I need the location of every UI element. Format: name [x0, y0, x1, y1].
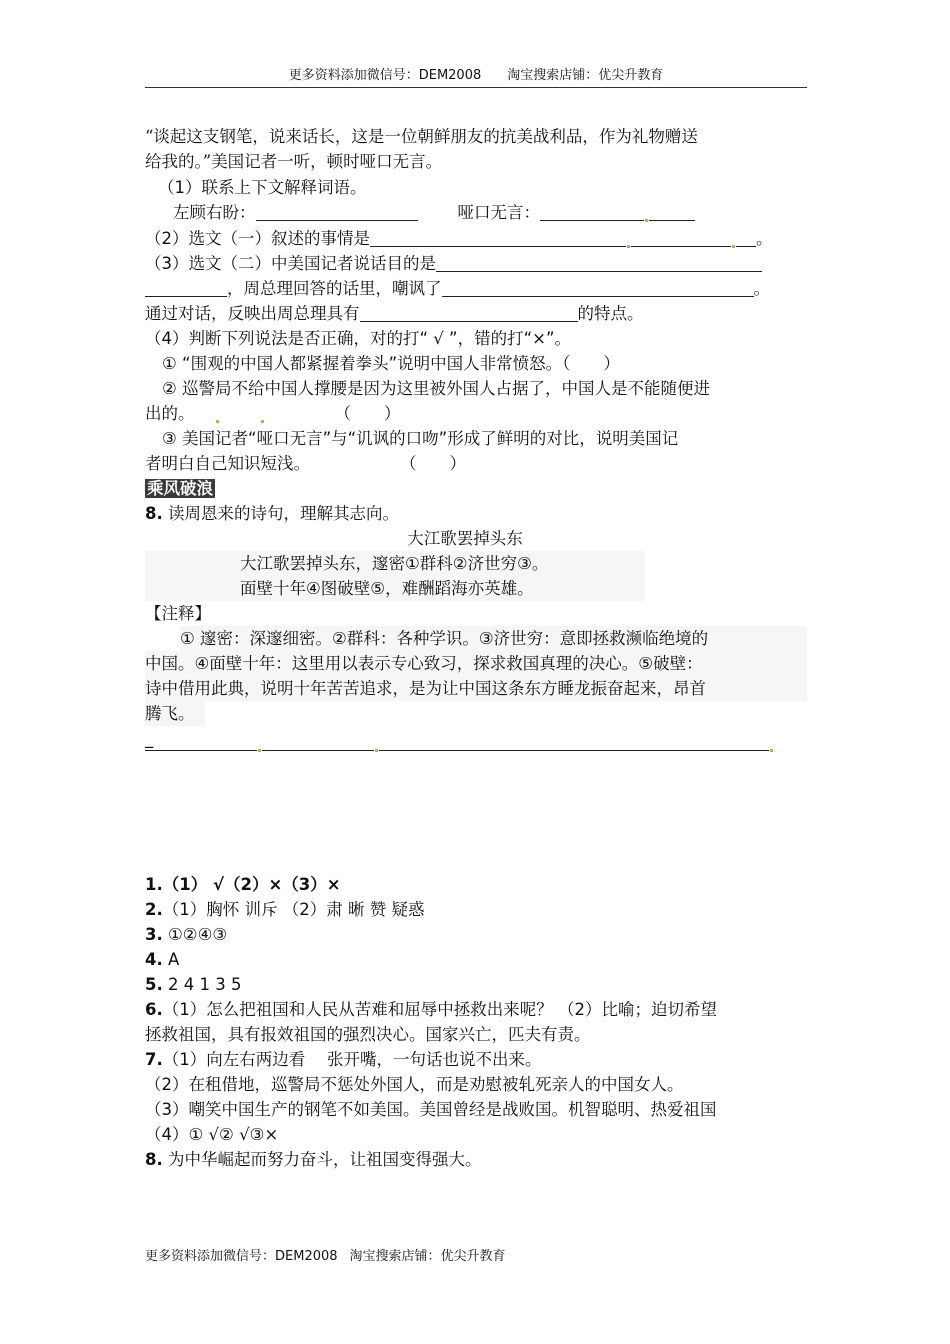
page-header	[145, 64, 807, 88]
q7-sub3-c	[145, 301, 807, 326]
q8-number: 8.	[145, 504, 163, 523]
judge-3-paren[interactable]: （ ）	[400, 454, 466, 473]
answer-7a-text: （1）向左右两边看 张开嘴，一句话也说不出来。	[162, 1050, 542, 1069]
answer-blank[interactable]	[442, 278, 754, 297]
answer-6a-text: （1）怎么把祖国和人民从苦难和屈辱中拯救出来呢？ （2）比喻；迫切希望	[162, 1000, 717, 1019]
answer-blank[interactable]	[370, 228, 626, 247]
q7-sub3-c-text: 通过对话，反映出周总理具有	[145, 304, 360, 323]
answer-blank[interactable]	[145, 732, 257, 751]
answer-blank[interactable]	[360, 303, 578, 322]
poem-line-1-text: 大江歌罢掉头东，邃密①群科②济世穷③。	[240, 554, 549, 573]
answer-blank[interactable]	[262, 732, 374, 751]
q7-sub3	[145, 251, 807, 276]
answer-8-text: 为中华崛起而努力奋斗，让祖国变得强大。	[162, 1150, 482, 1169]
q7-terms	[173, 200, 835, 225]
dot-mark	[258, 749, 261, 752]
q7-sub3-text: （3）选文（二）中美国记者说话目的是	[145, 254, 436, 273]
answer-7b: （2）在租借地，巡警局不惩处外国人，而是劝慰被轧死亲人的中国女人。	[145, 1075, 684, 1094]
q7-sub3-b-end: 。	[753, 279, 770, 298]
judge-3a: ③ 美国记者“哑口无言”与“讥讽的口吻”形成了鲜明的对比，说明美国记	[162, 429, 679, 448]
answer-5	[145, 972, 807, 997]
answer-5-text: 2 4 1 3 5	[162, 975, 242, 994]
answer-1-text: （1） √（2）×（3）×	[162, 875, 341, 894]
header-shop: 淘宝搜索店铺：优尖升教育	[507, 68, 664, 83]
answer-blank[interactable]	[540, 202, 644, 221]
answer-blank[interactable]	[436, 253, 762, 272]
q7-sub3-c-end: 的特点。	[577, 304, 644, 323]
dot-mark	[261, 420, 264, 423]
q7-sub2-end: 。	[756, 229, 773, 248]
answer-2	[145, 897, 807, 922]
dot-mark	[375, 749, 378, 752]
note-line-2: 中国。④面壁十年：这里用以表示专心致习，探求救国真理的决心。⑤破壁：	[145, 651, 807, 676]
answer-3-text: ①②④③	[162, 925, 228, 944]
passage-line-1: “谈起这支钢笔，说来话长，这是一位朝鲜朋友的抗美战利品，作为礼物赠送	[145, 127, 698, 146]
answer-3	[145, 922, 807, 947]
answer-blank[interactable]	[649, 202, 695, 221]
note-label: 【注释】	[145, 604, 211, 623]
note-line-3: 诗中借用此典，说明十年苦苦追求，是为让中国这条东方睡龙振奋起来，昂首	[145, 676, 807, 701]
answer-2-num: 2.	[145, 900, 163, 919]
answer-2-text: （1）胸怀 训斥 （2）肃 晰 赞 疑惑	[162, 900, 425, 919]
q7-sub4: （4）判断下列说法是否正确，对的打“ √ ”，错的打“×”。	[145, 329, 572, 348]
poem-line-1	[145, 551, 645, 576]
answer-6-num: 6.	[145, 1000, 163, 1019]
answer-8-num: 8.	[145, 1150, 163, 1169]
passage-line-2: 给我的。”美国记者一听，顿时哑口无言。	[145, 152, 443, 171]
section-title: 乘风破浪	[147, 479, 213, 498]
term-yakou: 哑口无言：	[457, 203, 540, 222]
answer-7d: （4）① √② √③×	[145, 1125, 279, 1144]
answer-7c: （3）嘲笑中国生产的钢笔不如美国。美国曾经是战败国。机智聪明、热爱祖国	[145, 1100, 717, 1119]
note-line-4: 腾飞。	[145, 701, 205, 726]
judge-2b-text: 出的。	[145, 404, 195, 423]
dot-mark	[732, 245, 735, 248]
judge-2-paren[interactable]: （ ）	[334, 404, 401, 423]
poem-title: 大江歌罢掉头东	[407, 529, 523, 548]
answer-5-num: 5.	[145, 975, 163, 994]
judge-3b-text: 者明白自己知识短浅。	[145, 454, 310, 473]
answer-blank[interactable]	[736, 228, 756, 247]
answer-blank[interactable]	[145, 278, 227, 297]
answer-6a	[145, 997, 807, 1022]
q8-stem	[145, 501, 807, 526]
judge-1: ① “围观的中国人都紧握着拳头”说明中国人非常愤怒。（ ）	[162, 354, 620, 373]
q7-sub3-b	[145, 276, 807, 301]
judge-2b	[145, 401, 807, 426]
answer-blank[interactable]	[256, 202, 418, 221]
poem-line-2-text: 面壁十年④图破壁⑤，难酬蹈海亦英雄。	[240, 579, 534, 598]
answer-7-num: 7.	[145, 1050, 163, 1069]
page-footer	[145, 1245, 506, 1264]
section-heading	[145, 476, 807, 501]
answer-blank[interactable]	[379, 732, 769, 751]
answer-1-num: 1.	[145, 875, 163, 894]
dot-mark	[645, 219, 648, 222]
footer-wechat: 更多资料添加微信号：DEM2008	[145, 1249, 338, 1264]
answer-4	[145, 947, 807, 972]
answer-4-text: A	[162, 950, 180, 969]
q7-sub2	[145, 226, 807, 251]
q8-answer-line	[145, 730, 807, 755]
answer-6b: 拯救祖国，具有报效祖国的强烈决心。国家兴亡，匹夫有责。	[145, 1025, 591, 1044]
answer-3-num: 3.	[145, 925, 163, 944]
term-zuogu: 左顾右盼：	[173, 203, 256, 222]
poem-line-2	[145, 576, 645, 601]
header-wechat: 更多资料添加微信号：DEM2008	[288, 68, 482, 83]
judge-3b	[145, 451, 807, 476]
q7-sub2-text: （2）选文（一）叙述的事情是	[145, 229, 370, 248]
judge-2a: ② 巡警局不给中国人撑腰是因为这里被外国人占据了，中国人是不能随便进	[162, 379, 711, 398]
answer-7a	[145, 1047, 807, 1072]
dot-mark	[770, 749, 773, 752]
q7-sub1: （1）联系上下文解释词语。	[158, 178, 367, 197]
dot-mark	[627, 245, 630, 248]
answer-blank[interactable]	[631, 228, 731, 247]
answer-1	[145, 872, 807, 897]
q8-dash: _	[145, 729, 154, 748]
footer-shop: 淘宝搜索店铺：优尖升教育	[349, 1249, 506, 1264]
answer-4-num: 4.	[145, 950, 163, 969]
q7-sub3-b-text: ，周总理回答的话里，嘲讽了	[227, 279, 442, 298]
dot-mark	[216, 420, 219, 423]
answer-8	[145, 1147, 807, 1172]
q8-text: 读周恩来的诗句，理解其志向。	[162, 504, 399, 523]
note-line-1: ① 邃密：深邃细密。②群科：各种学识。③济世穷：意即拯救濒临绝境的	[180, 626, 807, 651]
